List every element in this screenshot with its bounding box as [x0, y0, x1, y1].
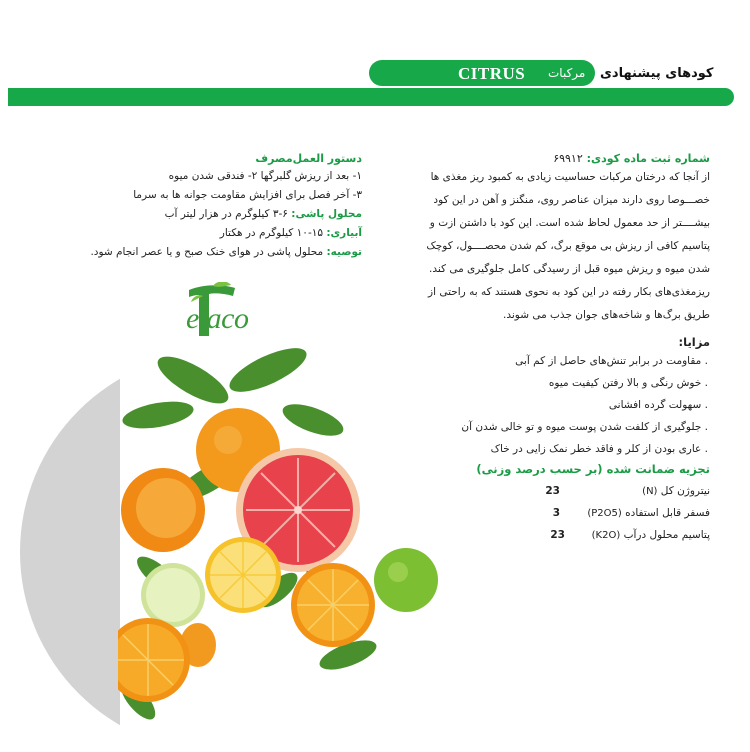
- pill-brand: CITRUS: [458, 64, 526, 83]
- composition-row: [587, 507, 710, 519]
- spray-text: ۶-۳ کیلوگرم در هزار لیتر آب: [164, 208, 288, 220]
- irrigation-row: [220, 227, 362, 239]
- advantages-title: مزایا:: [678, 335, 710, 349]
- intro-line: بیشــــتر از حد معمول لحاظ شده است. این کود با داشتن ازت و: [429, 217, 710, 229]
- header-bar: [8, 88, 734, 106]
- intro-line: شدن میوه و ریزش میوه قبل از رسیدگی کامل جلوگیری می کند.: [428, 263, 710, 275]
- logo-text: etaco: [186, 302, 249, 335]
- irrigation-label: آبیاری:: [326, 227, 362, 239]
- advantage-item: . جلوگیری از کلفت شدن پوست میوه و تو خالی شدن آن: [461, 421, 708, 433]
- irrigation-text: ۱۵-۱۰ کیلوگرم در هکتار: [219, 227, 324, 239]
- tip-label: توصیه:: [326, 246, 362, 258]
- intro-line: ریزمغذی‌های بکار رفته در این کود به نحوی هستند که به راحتی از: [428, 286, 710, 298]
- spray-label: محلول پاشی:: [291, 208, 362, 220]
- registration-label: شماره ثبت ماده کودی:: [586, 152, 710, 165]
- advantage-item: . خوش رنگی و بالا رفتن کیفیت میوه: [548, 377, 708, 389]
- registration-number: [553, 152, 710, 165]
- advantage-item: . عاری بودن از کلر و فاقد خطر نمک زایی در خاک: [490, 443, 708, 455]
- composition-value: 23: [545, 485, 560, 497]
- composition-value: 23: [550, 529, 565, 541]
- intro-line: از آنجا که درختان مرکبات حساسیت زیادی به کمبود ریز مغذی ها: [430, 171, 710, 183]
- composition-title: تجزیه ضمانت شده (بر حسب درصد وزنی): [476, 462, 710, 476]
- advantage-item: . مقاومت در برابر تنش‌های حاصل از کم آبی: [515, 355, 708, 367]
- registration-value: ۶۹۹۱۲: [553, 152, 583, 165]
- composition-formula: (N): [642, 486, 658, 497]
- tip-text: محلول پاشی در هوای خنک صبح و یا عصر انجام شود.: [90, 246, 324, 258]
- tip-row: [90, 246, 362, 258]
- intro-line: پتاسیم کافی از ریزش بی موقع برگ، کم شدن محصــــول، کوچک: [426, 240, 710, 252]
- intro-line: خصـــوصا روی دارند میزان عناصر روی، منگنز و آهن در این کود: [433, 194, 710, 206]
- composition-label: پتاسیم محلول درآب: [623, 529, 710, 541]
- spray-row: [165, 208, 362, 220]
- pill-label: مرکبات: [548, 66, 586, 80]
- composition-value: 3: [552, 507, 560, 519]
- composition-row: [642, 485, 710, 497]
- composition-formula: (P2O5): [587, 508, 622, 519]
- header-heading: کودهای پیشنهادی: [600, 66, 714, 81]
- usage-line: ۱- بعد از ریزش گلبرگها ۲- فندقی شدن میوه: [168, 170, 362, 182]
- composition-row: [592, 529, 710, 541]
- usage-line: ۳- آخر فصل برای افزایش مقاومت جوانه ها به سرما: [133, 189, 362, 201]
- intro-line: طریق برگ‌ها و شاخه‌های جوان جذب می شوند.: [503, 309, 710, 321]
- citrus-fruit-illustration: [118, 340, 448, 750]
- usage-title: دستور العمل‌مصرف: [255, 152, 362, 165]
- composition-label: فسفر قابل استفاده: [625, 507, 710, 519]
- composition-formula: (K2O): [591, 530, 621, 541]
- composition-label: نیتروژن کل: [660, 485, 710, 497]
- gray-circle-decoration: [20, 352, 120, 752]
- advantage-item: . سهولت گرده افشانی: [608, 399, 708, 411]
